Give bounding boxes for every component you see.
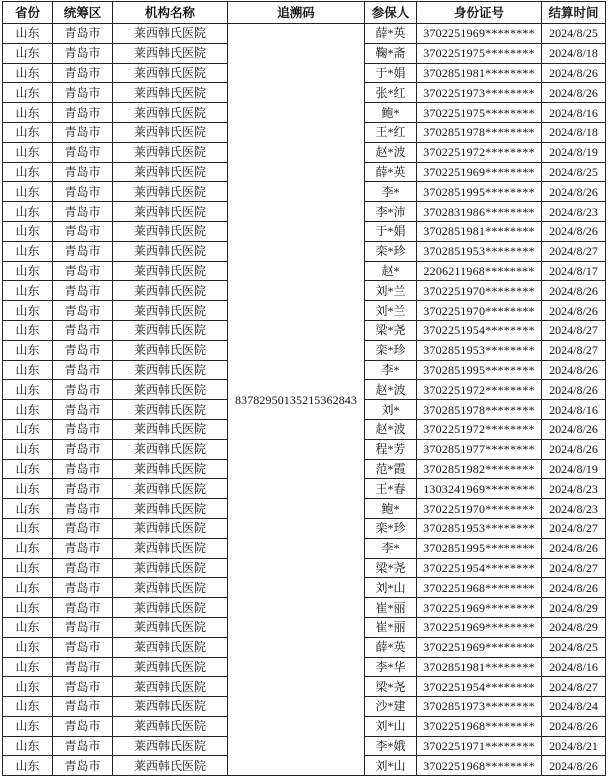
cell-settlement-time: 2024/8/27 [542,320,606,340]
cell-settlement-time: 2024/8/25 [542,24,606,44]
cell-district: 青岛市 [53,439,113,459]
cell-id-number: 3702831986******** [417,202,542,222]
cell-settlement-time: 2024/8/27 [542,241,606,261]
cell-settlement-time: 2024/8/17 [542,261,606,281]
cell-settlement-time: 2024/8/18 [542,122,606,142]
cell-settlement-time: 2024/8/27 [542,558,606,578]
cell-province: 山东 [3,320,53,340]
cell-insured-person: 刘*兰 [365,301,417,321]
cell-insured-person: 梁*尧 [365,558,417,578]
cell-insured-person: 梁*尧 [365,320,417,340]
cell-province: 山东 [3,756,53,776]
cell-district: 青岛市 [53,261,113,281]
cell-institution: 莱西韩氏医院 [113,182,228,202]
cell-settlement-time: 2024/8/16 [542,657,606,677]
cell-province: 山东 [3,380,53,400]
cell-insured-person: 栾*珍 [365,518,417,538]
cell-insured-person: 崔*丽 [365,598,417,618]
cell-province: 山东 [3,122,53,142]
header-district: 统筹区 [53,2,113,24]
cell-province: 山东 [3,697,53,717]
cell-insured-person: 薛*英 [365,637,417,657]
cell-trace-code: 83782950135215362843 [228,24,365,776]
cell-province: 山东 [3,716,53,736]
cell-settlement-time: 2024/8/16 [542,400,606,420]
cell-insured-person: 梁*尧 [365,677,417,697]
cell-insured-person: 赵* [365,261,417,281]
cell-settlement-time: 2024/8/24 [542,697,606,717]
cell-settlement-time: 2024/8/26 [542,716,606,736]
cell-institution: 莱西韩氏医院 [113,320,228,340]
cell-district: 青岛市 [53,419,113,439]
cell-province: 山东 [3,439,53,459]
cell-insured-person: 沙*建 [365,697,417,717]
cell-insured-person: 程*芳 [365,439,417,459]
cell-id-number: 3702251969******** [417,617,542,637]
cell-insured-person: 范*霞 [365,459,417,479]
cell-id-number: 3702251973******** [417,83,542,103]
cell-insured-person: 刘*山 [365,756,417,776]
cell-institution: 莱西韩氏医院 [113,142,228,162]
cell-province: 山东 [3,400,53,420]
cell-district: 青岛市 [53,578,113,598]
cell-id-number: 3702251970******** [417,281,542,301]
cell-insured-person: 李*沛 [365,202,417,222]
cell-province: 山东 [3,598,53,618]
cell-institution: 莱西韩氏医院 [113,281,228,301]
cell-district: 青岛市 [53,538,113,558]
cell-institution: 莱西韩氏医院 [113,657,228,677]
cell-province: 山东 [3,459,53,479]
header-province: 省份 [3,2,53,24]
cell-institution: 莱西韩氏医院 [113,380,228,400]
cell-settlement-time: 2024/8/18 [542,43,606,63]
header-row [3,2,606,24]
cell-settlement-time: 2024/8/19 [542,142,606,162]
cell-district: 青岛市 [53,499,113,519]
cell-settlement-time: 2024/8/26 [542,419,606,439]
cell-institution: 莱西韩氏医院 [113,697,228,717]
cell-settlement-time: 2024/8/26 [542,538,606,558]
cell-settlement-time: 2024/8/26 [542,380,606,400]
cell-settlement-time: 2024/8/26 [542,83,606,103]
cell-district: 青岛市 [53,400,113,420]
cell-id-number: 3702851995******** [417,538,542,558]
cell-district: 青岛市 [53,360,113,380]
cell-province: 山东 [3,558,53,578]
cell-institution: 莱西韩氏医院 [113,103,228,123]
cell-district: 青岛市 [53,716,113,736]
cell-id-number: 3702251969******** [417,637,542,657]
cell-district: 青岛市 [53,182,113,202]
cell-province: 山东 [3,103,53,123]
cell-institution: 莱西韩氏医院 [113,756,228,776]
cell-settlement-time: 2024/8/29 [542,598,606,618]
cell-settlement-time: 2024/8/26 [542,63,606,83]
header-trace-code: 追溯码 [228,2,365,24]
cell-settlement-time: 2024/8/26 [542,756,606,776]
table-body [3,24,606,776]
cell-province: 山东 [3,340,53,360]
cell-id-number: 3702851953******** [417,518,542,538]
cell-district: 青岛市 [53,756,113,776]
cell-institution: 莱西韩氏医院 [113,400,228,420]
cell-province: 山东 [3,162,53,182]
cell-settlement-time: 2024/8/26 [542,281,606,301]
cell-institution: 莱西韩氏医院 [113,419,228,439]
cell-province: 山东 [3,83,53,103]
cell-id-number: 3702251968******** [417,756,542,776]
cell-province: 山东 [3,63,53,83]
cell-province: 山东 [3,202,53,222]
cell-institution: 莱西韩氏医院 [113,162,228,182]
cell-settlement-time: 2024/8/26 [542,360,606,380]
cell-id-number: 3702251968******** [417,716,542,736]
cell-province: 山东 [3,24,53,44]
cell-district: 青岛市 [53,598,113,618]
cell-id-number: 3702851981******** [417,657,542,677]
cell-institution: 莱西韩氏医院 [113,736,228,756]
cell-institution: 莱西韩氏医院 [113,24,228,44]
cell-insured-person: 李* [365,182,417,202]
cell-id-number: 3702251954******** [417,677,542,697]
cell-district: 青岛市 [53,617,113,637]
cell-institution: 莱西韩氏医院 [113,83,228,103]
cell-insured-person: 薛*英 [365,24,417,44]
cell-id-number: 3702251972******** [417,142,542,162]
cell-settlement-time: 2024/8/27 [542,677,606,697]
cell-insured-person: 于*娟 [365,221,417,241]
cell-institution: 莱西韩氏医院 [113,617,228,637]
cell-district: 青岛市 [53,340,113,360]
cell-province: 山东 [3,479,53,499]
cell-institution: 莱西韩氏医院 [113,499,228,519]
cell-institution: 莱西韩氏医院 [113,598,228,618]
cell-province: 山东 [3,538,53,558]
cell-settlement-time: 2024/8/23 [542,202,606,222]
cell-district: 青岛市 [53,677,113,697]
cell-district: 青岛市 [53,518,113,538]
cell-district: 青岛市 [53,637,113,657]
cell-institution: 莱西韩氏医院 [113,122,228,142]
cell-settlement-time: 2024/8/26 [542,301,606,321]
cell-institution: 莱西韩氏医院 [113,558,228,578]
cell-settlement-time: 2024/8/26 [542,439,606,459]
cell-settlement-time: 2024/8/16 [542,103,606,123]
cell-province: 山东 [3,617,53,637]
cell-institution: 莱西韩氏医院 [113,459,228,479]
cell-province: 山东 [3,360,53,380]
cell-province: 山东 [3,518,53,538]
cell-institution: 莱西韩氏医院 [113,43,228,63]
cell-insured-person: 刘*山 [365,578,417,598]
cell-id-number: 3702251975******** [417,103,542,123]
cell-id-number: 3702851995******** [417,182,542,202]
header-institution: 机构名称 [113,2,228,24]
cell-province: 山东 [3,301,53,321]
cell-province: 山东 [3,499,53,519]
cell-insured-person: 刘* [365,400,417,420]
cell-settlement-time: 2024/8/27 [542,518,606,538]
cell-province: 山东 [3,182,53,202]
cell-district: 青岛市 [53,142,113,162]
cell-district: 青岛市 [53,479,113,499]
table-row [3,24,606,44]
cell-insured-person: 张*红 [365,83,417,103]
cell-institution: 莱西韩氏医院 [113,637,228,657]
cell-insured-person: 李*娥 [365,736,417,756]
cell-insured-person: 崔*丽 [365,617,417,637]
cell-institution: 莱西韩氏医院 [113,518,228,538]
cell-district: 青岛市 [53,122,113,142]
cell-institution: 莱西韩氏医院 [113,360,228,380]
cell-province: 山东 [3,221,53,241]
cell-insured-person: 鲍* [365,103,417,123]
cell-institution: 莱西韩氏医院 [113,301,228,321]
header-insured-person: 参保人 [365,2,417,24]
cell-settlement-time: 2024/8/25 [542,162,606,182]
cell-settlement-time: 2024/8/25 [542,637,606,657]
cell-province: 山东 [3,578,53,598]
settlement-table [2,1,606,776]
cell-insured-person: 李* [365,360,417,380]
cell-institution: 莱西韩氏医院 [113,261,228,281]
cell-district: 青岛市 [53,736,113,756]
cell-id-number: 1303241969******** [417,479,542,499]
cell-settlement-time: 2024/8/21 [542,736,606,756]
cell-district: 青岛市 [53,24,113,44]
cell-insured-person: 赵*波 [365,419,417,439]
cell-institution: 莱西韩氏医院 [113,479,228,499]
cell-id-number: 2206211968******** [417,261,542,281]
cell-province: 山东 [3,43,53,63]
cell-institution: 莱西韩氏医院 [113,221,228,241]
cell-id-number: 3702851978******** [417,400,542,420]
cell-id-number: 3702251972******** [417,380,542,400]
cell-insured-person: 于*娟 [365,63,417,83]
cell-settlement-time: 2024/8/26 [542,182,606,202]
cell-id-number: 3702251968******** [417,578,542,598]
cell-id-number: 3702251969******** [417,24,542,44]
cell-insured-person: 刘*兰 [365,281,417,301]
header-settlement-time: 结算时间 [542,2,606,24]
cell-insured-person: 鲍* [365,499,417,519]
cell-settlement-time: 2024/8/26 [542,578,606,598]
cell-institution: 莱西韩氏医院 [113,63,228,83]
cell-id-number: 3702851981******** [417,63,542,83]
cell-id-number: 3702251954******** [417,320,542,340]
cell-settlement-time: 2024/8/23 [542,499,606,519]
cell-district: 青岛市 [53,281,113,301]
cell-insured-person: 刘*山 [365,716,417,736]
cell-id-number: 3702851973******** [417,697,542,717]
cell-id-number: 3702251970******** [417,499,542,519]
cell-province: 山东 [3,736,53,756]
cell-institution: 莱西韩氏医院 [113,538,228,558]
cell-id-number: 3702251969******** [417,598,542,618]
cell-district: 青岛市 [53,43,113,63]
cell-id-number: 3702251969******** [417,162,542,182]
cell-id-number: 3702851981******** [417,221,542,241]
cell-insured-person: 栾*珍 [365,241,417,261]
cell-institution: 莱西韩氏医院 [113,677,228,697]
cell-district: 青岛市 [53,380,113,400]
cell-province: 山东 [3,677,53,697]
cell-institution: 莱西韩氏医院 [113,340,228,360]
cell-id-number: 3702851977******** [417,439,542,459]
cell-id-number: 3702851978******** [417,122,542,142]
cell-district: 青岛市 [53,103,113,123]
cell-id-number: 3702251971******** [417,736,542,756]
cell-province: 山东 [3,241,53,261]
cell-settlement-time: 2024/8/23 [542,479,606,499]
cell-district: 青岛市 [53,657,113,677]
cell-id-number: 3702851995******** [417,360,542,380]
cell-id-number: 3702251954******** [417,558,542,578]
cell-institution: 莱西韩氏医院 [113,202,228,222]
cell-institution: 莱西韩氏医院 [113,716,228,736]
cell-insured-person: 王*春 [365,479,417,499]
cell-province: 山东 [3,657,53,677]
cell-district: 青岛市 [53,697,113,717]
header-id-number: 身份证号 [417,2,542,24]
cell-insured-person: 薛*英 [365,162,417,182]
cell-insured-person: 王*红 [365,122,417,142]
cell-insured-person: 李* [365,538,417,558]
cell-id-number: 3702251972******** [417,419,542,439]
cell-id-number: 3702851953******** [417,241,542,261]
cell-district: 青岛市 [53,63,113,83]
cell-insured-person: 鞠*斋 [365,43,417,63]
cell-province: 山东 [3,261,53,281]
cell-insured-person: 李*华 [365,657,417,677]
cell-id-number: 3702251970******** [417,301,542,321]
cell-settlement-time: 2024/8/19 [542,459,606,479]
cell-settlement-time: 2024/8/29 [542,617,606,637]
cell-institution: 莱西韩氏医院 [113,578,228,598]
cell-province: 山东 [3,419,53,439]
cell-settlement-time: 2024/8/27 [542,340,606,360]
cell-district: 青岛市 [53,459,113,479]
cell-district: 青岛市 [53,320,113,340]
cell-id-number: 3702251975******** [417,43,542,63]
cell-insured-person: 栾*珍 [365,340,417,360]
cell-district: 青岛市 [53,221,113,241]
cell-settlement-time: 2024/8/26 [542,221,606,241]
cell-institution: 莱西韩氏医院 [113,439,228,459]
cell-institution: 莱西韩氏医院 [113,241,228,261]
cell-province: 山东 [3,637,53,657]
cell-district: 青岛市 [53,301,113,321]
cell-district: 青岛市 [53,558,113,578]
cell-district: 青岛市 [53,241,113,261]
cell-province: 山东 [3,281,53,301]
cell-district: 青岛市 [53,202,113,222]
cell-province: 山东 [3,142,53,162]
cell-district: 青岛市 [53,83,113,103]
cell-insured-person: 赵*波 [365,380,417,400]
cell-insured-person: 赵*波 [365,142,417,162]
cell-id-number: 3702851953******** [417,340,542,360]
cell-id-number: 3702851982******** [417,459,542,479]
cell-district: 青岛市 [53,162,113,182]
